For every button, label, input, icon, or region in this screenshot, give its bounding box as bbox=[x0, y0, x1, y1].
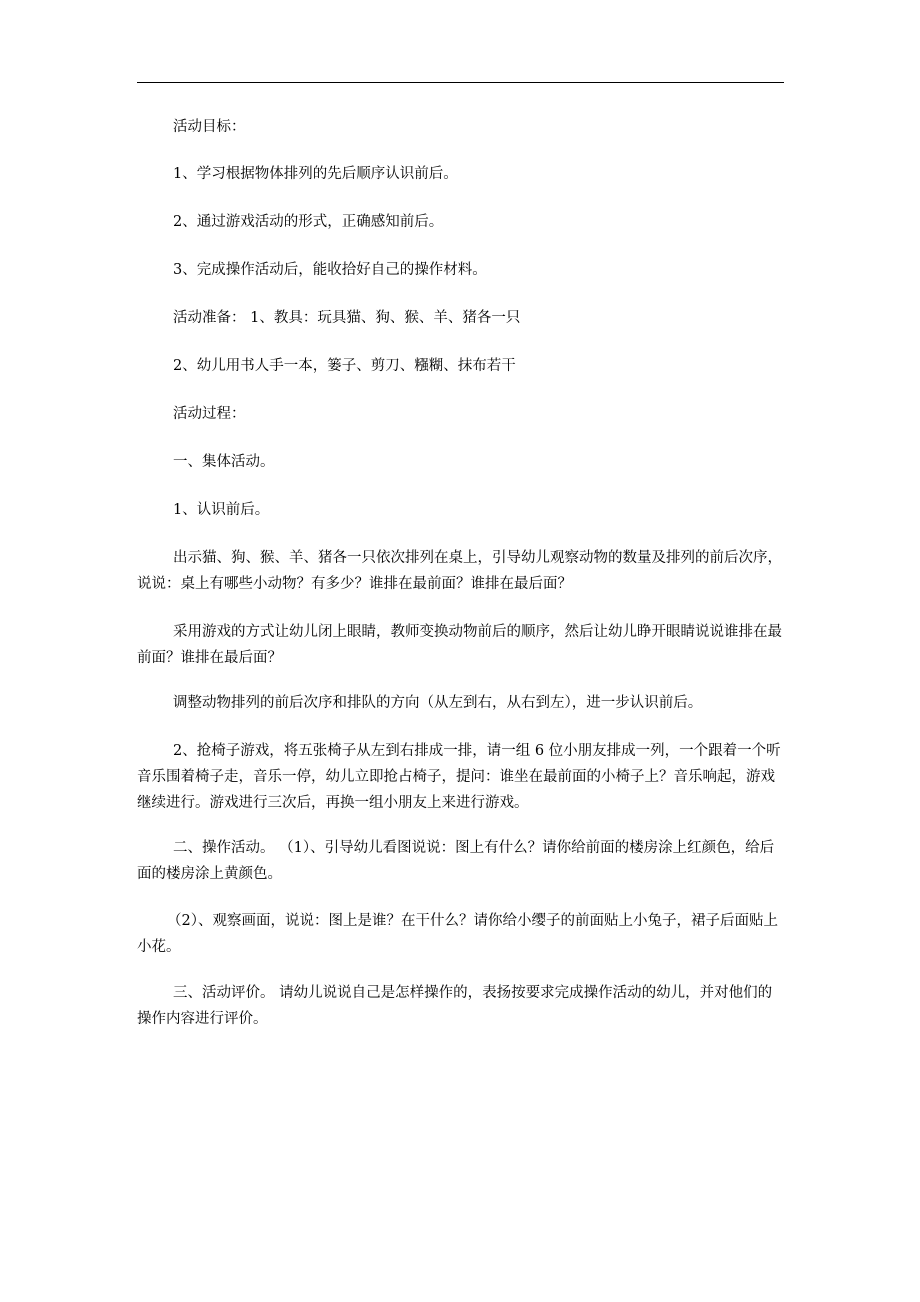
paragraph-evaluation: 三、活动评价。 请幼儿说说自己是怎样操作的，表扬按要求完成操作活动的幼儿，并对他们的操作内容进行评价。 bbox=[137, 985, 773, 1027]
subsection-group-activity: 一、集体活动。 bbox=[173, 454, 275, 470]
section-heading-process: 活动过程： bbox=[173, 406, 246, 422]
section-heading-goals: 活动目标： bbox=[173, 119, 246, 135]
header-rule bbox=[137, 82, 784, 83]
paragraph-observe-picture: （2）、观察画面，说说：图上是谁？在干什么？请你给小缨子的前面贴上小兔子，裙子后面贴上小花。 bbox=[137, 913, 778, 955]
paragraph-adjust-order: 调整动物排列的前后次序和排队的方向（从左到右，从右到左），进一步认识前后。 bbox=[173, 695, 703, 711]
preparation-item-2: 2、幼儿用书人手一本，篓子、剪刀、糨糊、抹布若干 bbox=[173, 358, 516, 374]
goal-item-3: 3、完成操作活动后，能收拾好自己的操作材料。 bbox=[173, 262, 487, 278]
goal-item-1: 1、学习根据物体排列的先后顺序认识前后。 bbox=[173, 166, 458, 182]
preparation-item-1: 活动准备： 1、教具：玩具猫、狗、猴、羊、猪各一只 bbox=[173, 310, 521, 326]
goal-item-2: 2、通过游戏活动的形式，正确感知前后。 bbox=[173, 214, 444, 230]
paragraph-chair-game: 2、抢椅子游戏，将五张椅子从左到右排成一排，请一组 6 位小朋友排成一列，一个跟着一个听音乐围着椅子走，音乐一停，幼儿立即抢占椅子，提问：谁坐在最前面的小椅子上？音乐响起，游戏继续进行。游戏进行三次后，再换一组小朋友上来进行游戏。 bbox=[137, 743, 781, 811]
step-recognize-front-back: 1、认识前后。 bbox=[173, 502, 270, 518]
paragraph-operation-activity: 二、操作活动。 （1）、引导幼儿看图说说：图上有什么？请你给前面的楼房涂上红颜色，给后面的楼房涂上黄颜色。 bbox=[137, 840, 775, 882]
paragraph-show-animals: 出示猫、狗、猴、羊、猪各一只依次排列在桌上，引导幼儿观察动物的数量及排列的前后次序，说说：桌上有哪些小动物？有多少？谁排在最前面？谁排在最后面？ bbox=[137, 550, 782, 592]
paragraph-game-closed-eyes: 采用游戏的方式让幼儿闭上眼睛，教师变换动物前后的顺序，然后让幼儿睁开眼睛说说谁排在最前面？谁排在最后面？ bbox=[137, 624, 782, 666]
